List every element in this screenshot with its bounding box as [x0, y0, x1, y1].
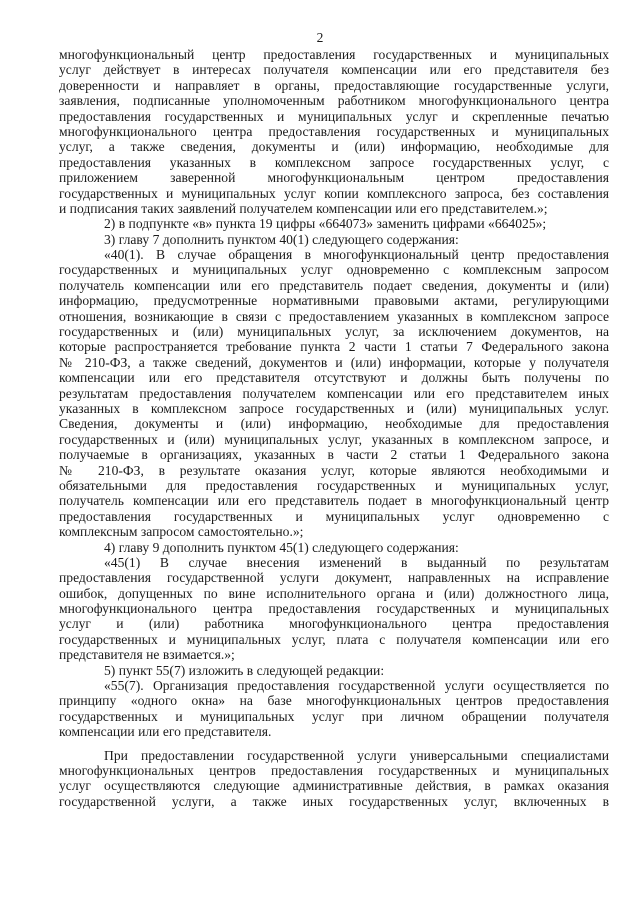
text-line: предоставления государственной услуги документ, направленных на исправление	[59, 570, 609, 586]
text-line: многофункциональный центр предоставления государственных и муниципальных	[59, 47, 609, 62]
paragraph-gap	[59, 740, 609, 748]
text-line: ошибок, допущенных по вине исполнительного органа и (или) должностного лица,	[59, 585, 609, 601]
text-line: предоставления указанных в комплексном запросе государственных услуг, с	[59, 154, 609, 170]
text-line: доверенности и направляет в органы, предоставляющие государственные услуги,	[59, 77, 609, 93]
text-line: заявления, подписанные уполномоченным работником многофункционального центра	[59, 93, 609, 109]
text-line: Сведения, документы и (или) информацию, необходимые для предоставления	[59, 416, 609, 432]
text-line: компенсации или его представителя.	[59, 724, 272, 740]
text-line: компенсации или его представителя отсутствуют и должны быть получены по	[59, 370, 609, 386]
text-line: и подписания таких заявлений получателем компенсации или его представителем.»;	[59, 200, 548, 216]
text-line: 2) в подпункте «в» пункта 19 цифры «664073» заменить цифрами «664025»;	[104, 216, 547, 232]
text-line: «55(7). Организация предоставления государственной услуги осуществляется по	[104, 678, 609, 694]
text-line: услуг действует в интересах получателя компенсации или его представителя без	[59, 62, 609, 78]
text-line: многофункционального центра предоставления государственных и муниципальных	[59, 601, 609, 617]
text-line: 4) главу 9 дополнить пунктом 45(1) следующего содержания:	[104, 539, 459, 555]
text-line: государственных и муниципальных услуг одновременно с комплексным запросом	[59, 262, 609, 278]
text-line: получатель компенсации или его представитель подает сведения, документы и (или)	[59, 277, 609, 293]
text-line: результатам предоставления получателем компенсации или его представителем иных	[59, 385, 609, 401]
text-line: представителя не взимается.»;	[59, 647, 235, 663]
text-line: При предоставлении государственной услуги универсальными специалистами	[104, 747, 609, 763]
text-line: «45(1) В случае внесения изменений в выданный по результатам	[104, 554, 609, 570]
text-line: многофункциональных центров предоставления государственных и муниципальных	[59, 762, 609, 778]
text-line: указанных в комплексном запросе государственных и (или) муниципальных услуг.	[59, 400, 609, 416]
text-line: отношения, возникающие в связи с предоставлением указанных в комплексном запросе	[59, 308, 609, 324]
text-line: приложением заверенной многофункциональным центром предоставления	[59, 170, 609, 186]
text-line: № 210-ФЗ, а также сведений, документов и (или) информации, которые у получателя	[59, 354, 609, 370]
text-line: государственных и (или) муниципальных услуг, указанных в комплексном запросе, и	[59, 431, 609, 447]
text-line: государственных и муниципальных услуг, плата с получателя компенсации или его	[59, 631, 609, 647]
text-line: № 210-ФЗ, в результате оказания услуг, которые являются необходимыми и	[59, 462, 609, 478]
text-line: которые распространяется требование пункта 2 части 1 статьи 7 Федерального закона	[59, 339, 609, 355]
text-line: государственных и (или) муниципальных услуг, за исключением документов, на	[59, 324, 609, 340]
text-line: предоставления государственных и муниципальных услуг одновременно с	[59, 508, 609, 524]
text-line: обязательными для предоставления государственных и муниципальных услуг,	[59, 477, 609, 493]
text-line: государственных и муниципальных услуг копии комплексного запроса, без составления	[59, 185, 609, 201]
text-line: государственной услуги, а также иных государственных услуг, включенных в	[59, 793, 609, 809]
text-line: 3) главу 7 дополнить пунктом 40(1) следующего содержания:	[104, 231, 459, 247]
document-body	[59, 47, 609, 809]
text-line: 5) пункт 55(7) изложить в следующей редакции:	[104, 662, 385, 678]
text-line: получатель компенсации или его представитель подает в многофункциональный центр	[59, 493, 609, 509]
text-line: информацию, предусмотренные нормативными правовыми актами, регулирующими	[59, 293, 609, 309]
text-line: многофункционального центра предоставления государственных и муниципальных	[59, 123, 609, 139]
page-number: 2	[316, 30, 324, 45]
text-line: «40(1). В случае обращения в многофункциональный центр предоставления	[104, 247, 609, 263]
text-line: предоставления государственных и муниципальных услуг и скрепленные печатью	[59, 108, 609, 124]
text-line: государственных и муниципальных услуг при личном обращении получателя	[59, 708, 609, 724]
text-line: услуг и (или) работника многофункционального центра предоставления	[59, 616, 609, 632]
text-line: услуг, а также сведения, документы и (или) информацию, необходимые для	[59, 139, 609, 155]
text-line: получаемые в организациях, указанных в части 2 статьи 1 Федерального закона	[59, 447, 609, 463]
text-line: услуг осуществляются следующие административные действия, в рамках оказания	[59, 778, 609, 794]
text-line: принципу «одного окна» на базе многофункциональных центров предоставления	[59, 693, 609, 709]
text-line: комплексным запросом самостоятельно.»;	[59, 524, 304, 540]
